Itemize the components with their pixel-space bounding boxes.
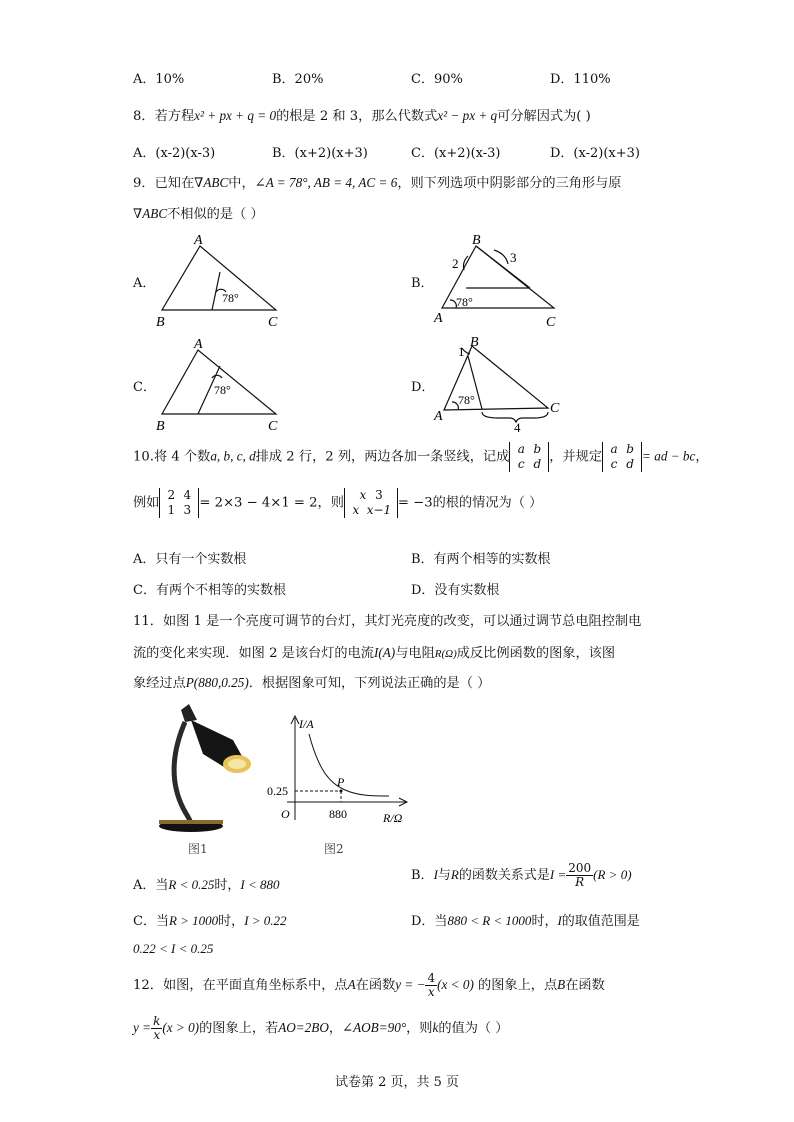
side-bc xyxy=(476,246,530,288)
matrix-x: x 3 x x−1 xyxy=(344,488,398,518)
q8-option-a: A．(x-2)(x-3) xyxy=(133,146,216,161)
angle-arc xyxy=(212,375,222,378)
q11-stem-line3: 象经过点P(880,0.25)．根据图象可知，下列说法正确的是（ ） xyxy=(133,675,491,691)
lamp-image xyxy=(133,700,263,835)
q9-option-d-label: D． xyxy=(411,380,435,395)
label-c: C xyxy=(268,315,278,330)
q11-graph xyxy=(265,710,415,835)
fraction-200-over-r: $\frac{200}{R}$ xyxy=(568,861,592,889)
q11-stem-line1: 11．如图 1 是一个亮度可调节的台灯，其灯光亮度的改变，可以通过调节总电阻控制电 xyxy=(133,614,642,629)
length-4: 4 xyxy=(514,420,521,434)
angle-label: 78° xyxy=(456,295,473,309)
angle-label: 78° xyxy=(214,383,231,397)
q9-option-a-label: A． xyxy=(133,276,156,291)
q10-option-a: A．只有一个实数根 xyxy=(133,552,247,567)
q7-option-b: B．20% xyxy=(272,72,324,87)
q7-option-a: A．10% xyxy=(133,72,185,87)
q10-stem-line2: 例如2 4 1 3 = 2×3 − 4×1 = 2，则x 3 x x−1 = −3的根的情况为（ ） xyxy=(133,488,543,517)
q10-option-b: B．有两个相等的实数根 xyxy=(411,552,551,567)
label-c: C xyxy=(268,419,278,434)
angle-label: 78° xyxy=(222,291,239,305)
q12-stem-line2: y = $\frac{k}{x}$ (x > 0)的图象上，若AO=2BO，∠AOB=90°，则k的值为（ ） xyxy=(133,1014,509,1042)
q9-option-b-label: B． xyxy=(411,276,434,291)
q9-stem-line2: ∇ABC不相似的是（ ） xyxy=(133,206,264,222)
q12-stem-line1: 12．如图，在平面直角坐标系中，点A在函数y = − $\frac{4}{x}$ (x < 0) 的图象上，点B在函数 xyxy=(133,971,605,999)
inverse-curve xyxy=(309,734,389,796)
q11-option-a: A．当R < 0.25时，I < 880 xyxy=(133,877,280,893)
q7-option-d: D．110% xyxy=(550,72,611,87)
q9-figure-c xyxy=(150,336,290,434)
q8-stem: 8．若方程x² + px + q = 0的根是 2 和 3，那么代数式x² − px + q可分解因式为( ) xyxy=(133,108,591,124)
q10-option-d: D．没有实数根 xyxy=(411,583,500,598)
angle-label: 78° xyxy=(458,393,475,407)
label-b: B xyxy=(156,419,165,434)
q8-option-b: B．(x+2)(x+3) xyxy=(272,146,368,161)
q8-option-d: D．(x-2)(x+3) xyxy=(550,146,640,161)
point-p-label: P xyxy=(337,775,345,789)
length-3: 3 xyxy=(510,250,517,265)
label-a: A xyxy=(194,233,203,248)
q9-stem-line1: 9．已知在∇ABC中，∠A = 78°, AB = 4, AC = 6，则下列选项中阴影部分的三角形与原 xyxy=(133,175,622,191)
matrix-rule: a b c d xyxy=(602,442,642,472)
triangle-abc xyxy=(162,350,276,414)
label-a: A xyxy=(434,311,443,326)
label-b: B xyxy=(470,335,479,350)
q10-stem-line1: 10.将 4 个数a, b, c, d排成 2 行，2 列，两边各加一条竖线，记成a b c d ，并规定a b c d= ad − bc， xyxy=(133,442,709,471)
label-c: C xyxy=(546,315,556,330)
q11-option-b: B．I与R的函数关系式是I = $\frac{200}{R}$ (R > 0) xyxy=(411,861,632,889)
origin-label: O xyxy=(281,807,290,821)
matrix-abcd: a b c d xyxy=(509,442,549,472)
caption-fig2: 图2 xyxy=(324,842,344,856)
y-tick-label: 0.25 xyxy=(267,784,288,798)
q8-option-c: C．(x+2)(x-3) xyxy=(411,146,501,161)
matrix-example: 2 4 1 3 xyxy=(159,488,199,518)
point-p xyxy=(340,790,343,793)
q9-figure-d xyxy=(428,334,568,434)
fraction-4-over-x: $\frac{4}{x}$ xyxy=(427,971,436,999)
x-tick-label: 880 xyxy=(329,807,347,821)
label-b: B xyxy=(472,233,481,248)
x-axis-label: R/Ω xyxy=(383,811,403,825)
q10-option-c: C．有两个不相等的实数根 xyxy=(133,583,286,598)
q7-option-c: C．90% xyxy=(411,72,463,87)
q11-option-c: C．当R > 1000时，I > 0.22 xyxy=(133,913,287,929)
label-a: A xyxy=(194,337,203,352)
label-c: C xyxy=(550,401,560,416)
label-b: B xyxy=(156,315,165,330)
q9-option-c-label: C． xyxy=(133,380,156,395)
q11-option-d-continued: 0.22 < I < 0.25 xyxy=(133,941,214,956)
y-axis-label: I/A xyxy=(299,717,314,731)
q9-figure-b xyxy=(428,230,568,330)
page-footer: 试卷第 2 页，共 5 页 xyxy=(334,1075,460,1090)
q11-option-d: D．当880 < R < 1000时，I的取值范围是 xyxy=(411,913,640,929)
q11-stem-line2: 流的变化来实现．如图 2 是该台灯的电流I(A)与电阻R(Ω)成反比例函数的图象，该图 xyxy=(133,645,616,661)
fraction-k-over-x: $\frac{k}{x}$ xyxy=(153,1014,161,1042)
q9-figure-a xyxy=(150,232,290,330)
caption-fig1: 图1 xyxy=(188,842,208,856)
label-a: A xyxy=(434,409,443,424)
length-2: 2 xyxy=(452,256,459,271)
length-1: 1 xyxy=(458,344,465,359)
